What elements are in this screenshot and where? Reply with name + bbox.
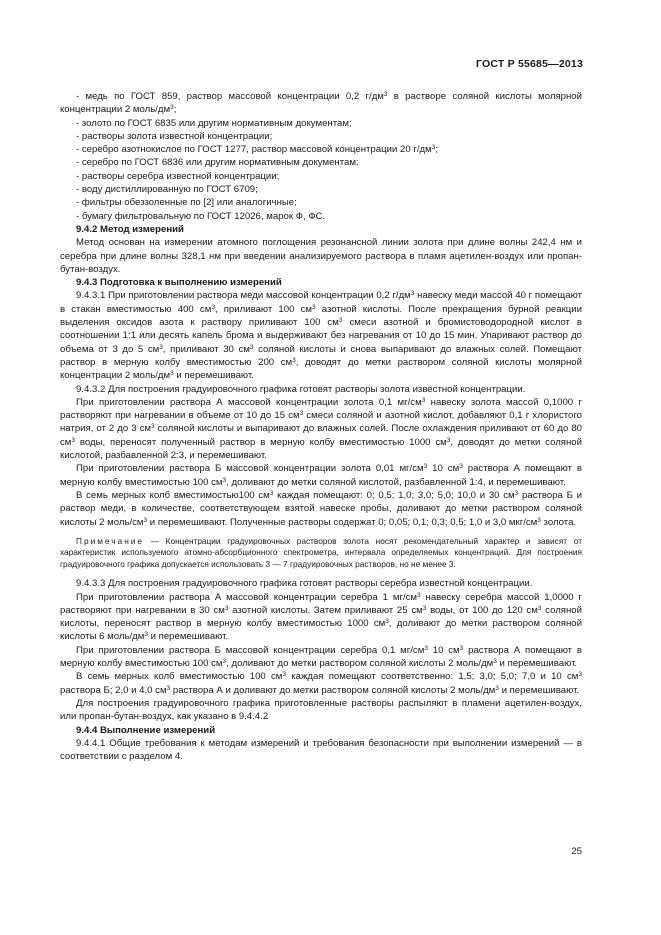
paragraph-gold-solution-b: При приготовлении раствора Б массовой концентрации золота 0,01 $мг/см^3$ 10 $см^3$ раствора А помещают в мерную колбу вместимостью 100 $см^3$, доливают до метки соляной кислотой, разбавленной 1:4, и перемешивают.: [60, 463, 582, 488]
paragraph-9-4-3-2: 9.4.3.2 Для построения градуировочного графика готовят растворы золота известной концентрации.: [76, 383, 526, 395]
section-heading-9-4-2: 9.4.2 Метод измерений: [76, 223, 184, 235]
paragraph-9-4-3-1: 9.4.3.1 При приготовлении раствора меди массовой концентрации 0,2 $г/дм^3$ навеску меди массой 40 г помещают в стакан вместимостью 400 $см^3$, приливают 100 $см^3$ азотной кислоты. После прекращения бурной реакции выделения оксидов азота к раствору приливают 100 $см^3$ смеси азотной и бромистоводородной кислот в соотношении 1:1 или десять капель брома и выдерживают без нагревания от 10 до 15 мин. Упаривают раствор до объема от 3 до 5 $см^3$, приливают 30 $см^3$ соляной кислоты и снова выпаривают до влажных солей. Помещают раствор в мерную колбу вместимостью 200 $см^3$, доводят до метки раствором соляной кислоты молярной концентрации 2 моль/$дм^3$ и перемешивают.: [60, 290, 583, 382]
reagent-item: - растворы серебра известной концентрации;: [76, 170, 280, 182]
note-label: Примечание: [76, 535, 145, 546]
paragraph-gold-solution-a: При приготовлении раствора А массовой концентрации золота 0,1 $мг/см^3$ навеску золота массой 0,1000 г растворяют при нагревании в объеме от 10 до 15 $см^3$ смеси соляной и азотной кислот, добавляют 0,1 г хлористого натрия, от 2 до 3 $см^3$ соляной кислоты и выпаривают до влажных солей. После охлаждения приливают от 60 до 80 $см^3$ воды, переносят полученный раствор в мерную колбу вместимостью 1000 $см^3$, доводят до метки соляной кислотой, разбавленной 2:3, и перемешивают.: [60, 396, 582, 462]
paragraph-silver-solution-b: При приготовлении раствора Б массовой концентрации серебра 0,1 $мг/см^3$ 10 $см^3$ раствора А помещают в мерную колбу вместимостью 100 $см^3$, доливают до метки раствором соляной кислоты 2 моль/$дм^3$ и перемешивают.: [60, 644, 582, 670]
paragraph-spraying: Для построения градуировочного графика приготовленные растворы распыляют в пламени ацетилен-воздух, или пропан-бутан-воздух, как указано в 9.4.4.2: [60, 697, 582, 723]
page-number: 25: [571, 846, 582, 857]
note-text: — Концентрации градуировочных растворов золота носят рекомендательный характер и зависят от характеристик используемого атомно-абсорбционного спектрометра, интервала определяемых концентраций. Для построения градуировочного графика допускается использовать 3 — 7 градуировочных растворов, но не менее 3.: [60, 535, 582, 569]
reagent-item: - растворы золота известной концентрации;: [76, 130, 273, 142]
paragraph-method: Метод основан на измерении атомного поглощения резонансной линии золота при длине волны 242,4 нм и серебра при длине волны 328,1 нм при введении анализируемого раствора в пламя ацетилен-воздух или пропан-бутан-воздух.: [60, 237, 582, 275]
section-heading-9-4-4: 9.4.4 Выполнение измерений: [76, 724, 216, 736]
paragraph-9-4-4-1: 9.4.4.1 Общие требования к методам измерений и требования безопасности при выполнении измерений — в соответствии с разделом 4.: [60, 737, 582, 763]
reagent-list: [60, 90, 582, 223]
paragraph-silver-calibration: В семь мерных колб вместимостью 100 $см^3$ каждая помещают соответственно: 1,5; 3,0; 5,0; 7,0 и 10 $см^3$ раствора Б; 2,0 и 4,0 $см^3$ раствора А и доливают до метки раствором соляной кислоты 2 моль/$дм^3$ и перемешивают.: [60, 671, 582, 696]
page-body: [60, 90, 582, 763]
section-heading-9-4-3: 9.4.3 Подготовка к выполнению измерений: [76, 277, 282, 289]
reagent-item: - серебро азотнокислое по ГОСТ 1277, раствор массовой концентрации 20 $г/дм^3$;: [76, 144, 438, 156]
reagent-item: - бумагу фильтровальную по ГОСТ 12026, марок Ф, ФС.: [76, 210, 326, 222]
reagent-item: - фильтры обеззоленные по [2] или аналогичные;: [76, 197, 297, 209]
reagent-item: - серебро по ГОСТ 6836 или другим нормативным документам;: [76, 157, 359, 169]
paragraph-silver-solution-a: При приготовлении раствора А массовой концентрации серебра 1 $мг/см^3$ навеску серебра массой 1,0000 г растворяют при нагревании в 30 $см^3$ азотной кислоты. Затем приливают 25 $см^3$ воды, от 100 до 120 $см^3$ соляной кислоты, переносят раствор в мерную колбу вместимостью 1000 $см^3$, доливают до метки раствором соляной кислоты 6 моль/$дм^3$ и перемешивают.: [60, 591, 582, 643]
note: [60, 536, 582, 571]
paragraph-9-4-3-3: 9.4.3.3 Для построения градуировочного графика готовят растворы серебра известной концентрации.: [76, 578, 533, 590]
document-number: ГОСТ Р 55685—2013: [475, 58, 583, 70]
reagent-item: - воду дистиллированную по ГОСТ 6709;: [76, 184, 258, 196]
paragraph-gold-calibration: В семь мерных колб вместимостью100 $см^3$ каждая помещают: 0; 0,5; 1,0; 3,0; 5,0; 10,0 и 30 $см^3$ раствора Б и раствор меди, в количестве, соответствующем взятой навеске пробы, доливают до метки раствором соляной кислоты 2 моль/$см^3$ и перемешивают. Полученные растворы содержат 0; 0,05; 0,1; 0,3; 0,5; 1,0 и 3,0 мкг/$см^3$ золота.: [60, 489, 583, 528]
reagent-item: - золото по ГОСТ 6835 или другим нормативным документам;: [76, 117, 352, 129]
reagent-item: - медь по ГОСТ 859, раствор массовой концентрации 0,2 $г/дм^3$ в растворе соляной кислоты молярной концентрации 2 моль/$дм^3$;: [60, 91, 582, 116]
